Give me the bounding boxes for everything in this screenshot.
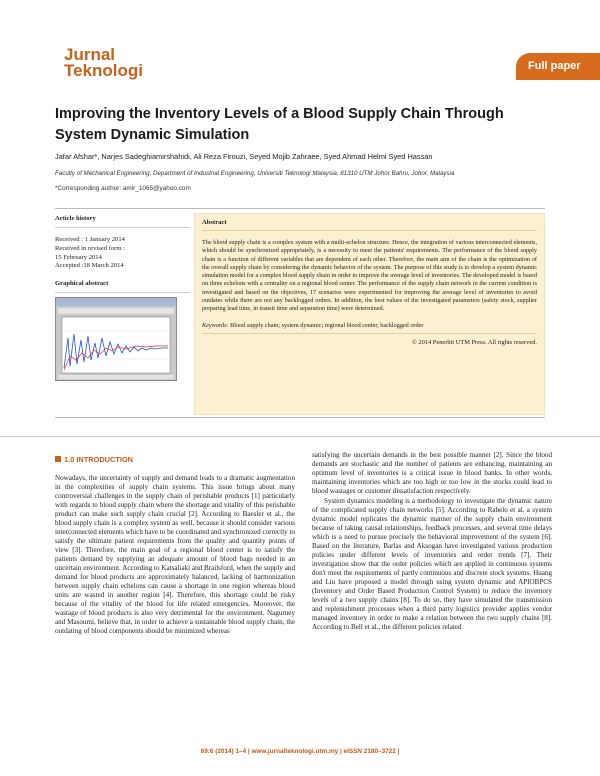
article-history-heading: Article history xyxy=(55,209,190,228)
body-right-column xyxy=(312,451,552,633)
abstract-text: The blood supply chain is a complex system with a multi-echelon structure. Hence, the integration of various interconnected elements, which should be synchronized appropriately, is a necessity to meet the patients' requirements. The performance of the blood supply chain is a function of different variables that are dependent of each other. Therefore, the main aim of the chain is the optimization of the overall supply chain by considering the dynamic behavior of the system. The purpose of this study is to develop a system dynamic simulation model for a complex blood supply chain in order to improve the average level of inventories. The developed model is based on three echelons with a centrality on a regional blood center. The performance of the supply chain network in the current condition is investigated and based on the objectives, 17 scenarios were experimented for improving the average level of inventories to avoid outdates while there are not any backlogged orders. In addition, the best values of the investigated parameters (safety stock, supplier preparing lead time, in transit time and separation time) were determined. xyxy=(202,239,537,313)
page-footer: 69:6 (2014) 1–4 | www.jurnalteknologi.utm.my | eISSN 2180–3722 | xyxy=(200,748,400,755)
abstract-panel xyxy=(194,213,545,415)
abstract-heading: Abstract xyxy=(202,219,537,231)
graphical-abstract-plot xyxy=(56,298,176,380)
revised-label: Received in revised form : xyxy=(55,244,125,252)
article-history-column xyxy=(55,209,190,417)
author-list: Jafar Afshar*, Narjes Sadeghiamirshahidi, Ali Reza Firouzi, Seyed Mojib Zahraee, Syed Ahmad Helmi Syed Hassan xyxy=(55,152,433,161)
journal-name-line2: Teknologi xyxy=(64,61,144,80)
paragraph: satisfying the uncertain demands in the best possible manner [2]. Since the blood demands are stochastic and the number of patients are enhancing, maintaining an optimum level of inventories is a critical issue in blood banks. In other words, maintaining inventories which are too high or too low in the stocks could lead to blood wastages or customer dissatisfaction respectively. xyxy=(312,451,552,495)
keywords-label: Keywords: xyxy=(202,321,229,329)
journal-name-line1: Jurnal xyxy=(64,45,116,64)
section-divider xyxy=(0,436,600,437)
paper-title: Improving the Inventory Levels of a Blood Supply Chain Through System Dynamic Simulation xyxy=(55,106,504,143)
received-date: Received : 1 January 2014 xyxy=(55,236,125,243)
revised-date: 15 February 2014 xyxy=(55,253,102,261)
corresponding-author: *Corresponding author: amir_1065@yahoo.com xyxy=(55,185,191,192)
body-left-column xyxy=(55,455,295,637)
paragraph: Nowadays, the uncertainty of supply and demand leads to a dramatic augmentation in the complexities of supply chain systems. This issue brings about many controversial challenges in the supply chain of perishable products [1] particularly with regards to blood supply chain where the shortage and vitality of this perishable product can make such supply chain crucial [2]. According to Baesler et al., the blood supply chain is a complex system as well, because it should consider various interconnected elements which have to be coordinated and synchronized correctly to satisfy the ultimate patient requirements from the quality and quantity points of view [3]. Therefore, the main goal of a regional blood center is to satisfy the patients demand by supplying an adequate amount of blood bags needed in an uncertain environment. According to Katsaliaki and Brailsford, when the supply and demand for blood products are approximately balanced, lacking of harmonization between supply chain echelons can cause a shortage in one region whereas blood units are wasted in another region [4]. Therefore, this shortage could be risky because of the vitality of the blood for life related emergencies. Moreover, the wastage of blood products is also very detrimental for the environment. Nagurney and Masoumi, believe that, in order to achieve a sustainable blood supply chain, the outdating of blood components should be minimized whereas xyxy=(55,474,295,635)
affiliation: Faculty of Mechanical Engineering, Department of Industrial Engineering, Universiti Teknologi Malaysia, 81310 UTM Johor Bahru, Johor, Malaysia xyxy=(55,170,455,177)
keywords xyxy=(202,322,537,334)
keywords-text: Blood supply chain; system dynamic; regional blood center, backlogged order xyxy=(228,321,424,329)
graphical-abstract-heading: Graphical abstract xyxy=(55,280,190,293)
graphical-abstract-image xyxy=(55,297,177,381)
section-heading-text: 1.0 INTRODUCTION xyxy=(64,455,133,464)
copyright-notice: © 2014 Penerbit UTM Press. All rights reserved. xyxy=(411,338,537,346)
section-marker-icon xyxy=(55,456,61,462)
paragraph: System dynamics modeling is a methodology to investigate the dynamic nature of the complicated supply chain networks [5]. According to Rabelo et al. a system dynamic model replicates the dynamic manner of the supply chain environment because of taking causal relationships, feedback processes, and several time delays which is a need to pursue precisely the behavioral improvement of the system [6]. Based on the literature, Barlas and Aksogan have investigated various production policies under different levels of inventories and order trends [7]. Their investigation show that the order policies which are applied in continuous systems don't meet the requirements of partly continuous and discrete stock systems. Huang and Liu have proposed a model through using system dynamic and APIOBPCS (Inventory and Order Based Production Control System) to reduce the inventory levels of a two supply chains [8]. To do so, they have simulated the transmission and replenishment processes when a third party logistics provider applies vendor managed inventory in order to make a relation between the two supply chains [8]. According to Bell et al., the different policies related xyxy=(312,497,552,631)
section-heading xyxy=(55,455,295,464)
article-info-box xyxy=(55,208,545,418)
journal-logo xyxy=(64,47,143,79)
accepted-date: Accepted :18 March 2014 xyxy=(55,262,124,270)
full-paper-tag: Full paper xyxy=(516,53,600,80)
